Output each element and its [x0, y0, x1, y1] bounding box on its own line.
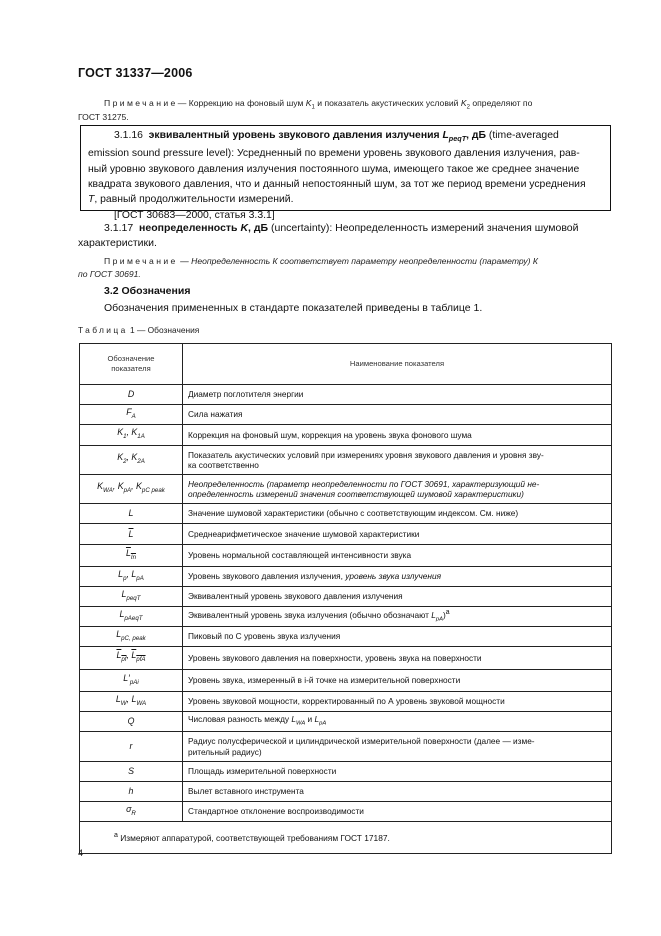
section-3-2-text: Обозначения примененных в стандарте показателей приведены в таблице 1. [104, 302, 483, 314]
table-row: $K_2$, $K_{2A}$ Показатель акустических условий при измерениях уровня звукового давления и уровня зву- ка соответственно [80, 446, 612, 475]
table-row: $L_{pC, peak}$ Пиковый по С уровень звука излучения [80, 627, 612, 647]
table-footnote-row [80, 822, 612, 854]
table-row: $L_W$, $L_{WA}$ Уровень звуковой мощности, корректированный по А уровень звуковой мощности [80, 692, 612, 712]
table-row: $L_{pf}$, $L_{pfA}$ Уровень звукового давления на поверхности, уровень звука на поверхности [80, 647, 612, 670]
table-row: $K_{WA}$, $K_{pA}$, $K_{pC peak}$ Неопределенность (параметр неопределенности по ГОСТ 30691, характеризующий не- определенность измерений значения соответствующей шумовой характеристики) [80, 475, 612, 504]
page-number: 4 [78, 848, 84, 858]
table-row: $\overline{L}$ Среднеарифметическое значение шумовой характеристики [80, 524, 612, 545]
table-caption: Таблица 1 — Обозначения [78, 325, 200, 335]
table-row: $L_{In}$ Уровень нормальной составляющей интенсивности звука [80, 545, 612, 567]
table-footnote: $^а$ Измеряют аппаратурой, соответствующей требованиям ГОСТ 17187. [80, 822, 612, 854]
table-row: $F_A$ Сила нажатия [80, 405, 612, 425]
table-row: $L_{peqT}$ Эквивалентный уровень звукового давления излучения [80, 587, 612, 607]
table-row: L Значение шумовой характеристики (обычно с соответствующим индексом. См. ниже) [80, 504, 612, 524]
note-2: Примечание — Неопределенность К соответствует параметру неопределенности (параметру) К [104, 256, 538, 266]
note-2-line2: по ГОСТ 30691. [78, 269, 141, 279]
table-row: $L_p$, $L_{pA}$ Уровень звукового давления излучения, уровень звука излучения [80, 567, 612, 587]
table-row: h Вылет вставного инструмента [80, 782, 612, 802]
table-row: $L'_{pAi}$ Уровень звука, измеренный в i-й точке на измерительной поверхности [80, 670, 612, 692]
clause-3-1-16: 3.1.16 эквивалентный уровень звукового давления излучения $L_{peqT}$, дБ (time-averaged emission sound pressure level): Усредненный по времени уровень звукового давления излучения, рав- ный уровню звукового давления излучения постоянного шума, имеющего такое же среднее значение квадрата звукового давления, что и данный непостоянный шум, за тот же период времени усреднения T, равный продолжительности измерений. [ГОСТ 30683—2000, статья 3.3.1] [88, 130, 586, 221]
clause-3-1-17-line2: характеристики. [78, 237, 157, 249]
table-row: $\sigma_R$ Стандартное отклонение воспроизводимости [80, 802, 612, 822]
document-header: ГОСТ 31337—2006 [78, 66, 193, 80]
section-3-2-title: 3.2 Обозначения [104, 285, 191, 297]
table-row: S Площадь измерительной поверхности [80, 762, 612, 782]
header-name: Наименование показателя [183, 344, 612, 385]
table-header-row [80, 344, 612, 385]
header-symbol: Обозначение показателя [80, 344, 183, 385]
clause-3-1-17: 3.1.17 неопределенность K, дБ (uncertainty): Неопределенность измерений значения шумовой [104, 222, 579, 234]
note-1: Примечание— Коррекцию на фоновый шум $K_1$ и показатель акустических условий $K_2$ определяют по [104, 98, 533, 111]
table-row: $L_{pAeqT}$ Эквивалентный уровень звука излучения (обычно обозначают $L_{pA})^а$ [80, 607, 612, 627]
table-row: $K_1$, $K_{1A}$ Коррекция на фоновый шум, коррекция на уровень звука фонового шума [80, 425, 612, 446]
symbols-table [79, 343, 612, 854]
table-row: r Радиус полусферической и цилиндрической измерительной поверхности (далее — изме- рительный радиус) [80, 732, 612, 762]
table-row: D Диаметр поглотителя энергии [80, 385, 612, 405]
table-row: Q Числовая разность между $L_{WA}$ и $L_{pA}$ [80, 712, 612, 732]
note-1-line2: ГОСТ 31275. [78, 112, 129, 122]
